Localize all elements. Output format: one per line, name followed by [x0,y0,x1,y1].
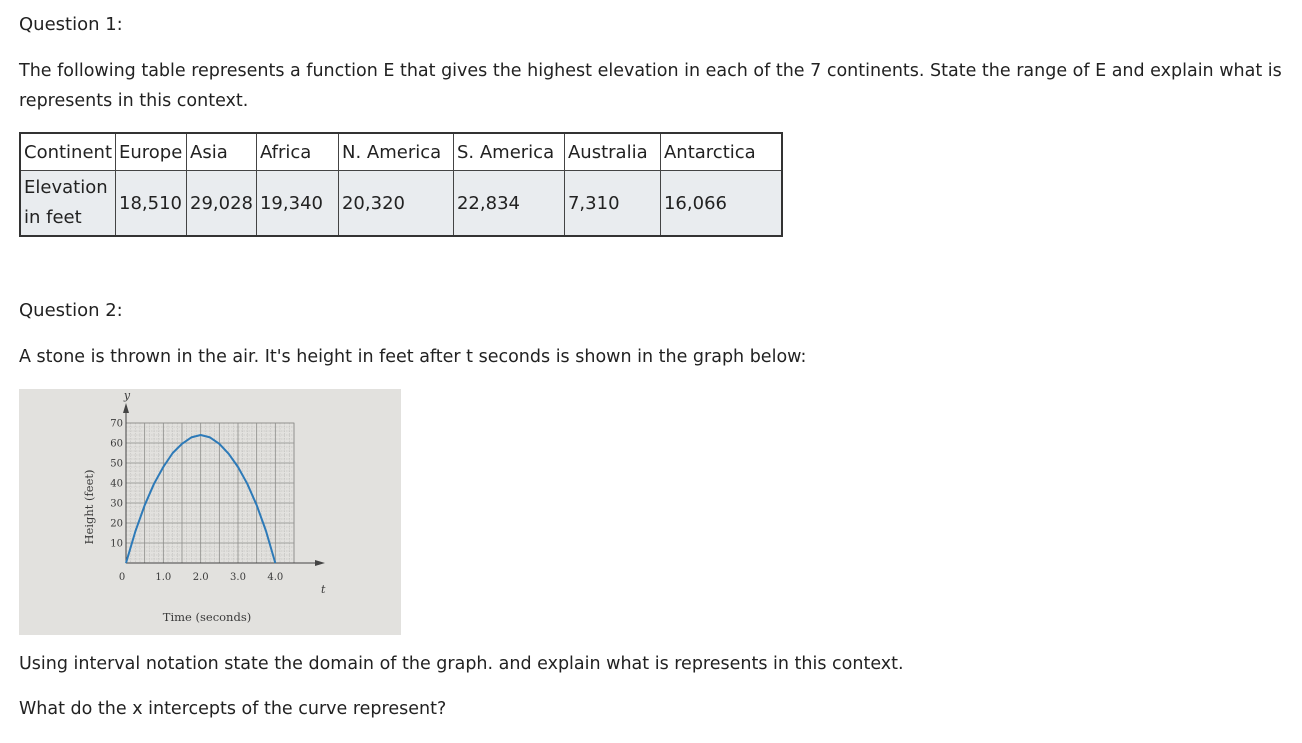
y-tick-label: 30 [110,498,123,510]
header-cell-antarctica: Antarctica [660,133,782,171]
y-tick-label: 60 [110,438,123,450]
header-cell-africa: Africa [256,133,338,171]
value-cell-europe: 18,510 [116,171,187,237]
question-2-heading: Question 2: [19,300,123,321]
origin-label: 0 [118,572,126,583]
value-cell-antarctica: 16,066 [660,171,782,237]
question-2-intercepts-question: What do the x intercepts of the curve represent? [19,699,447,719]
question-1-prompt [19,56,1289,116]
header-cell-australia: Australia [564,133,660,171]
y-tick-label: 70 [110,418,123,430]
x-tick-label: 4.0 [267,572,284,583]
value-cell-asia: 29,028 [187,171,257,237]
row-label-line2: in feet [24,207,82,228]
y-tick-label: 20 [110,518,123,530]
x-axis-label: Time (seconds) [162,610,252,624]
value-cell-australia: 7,310 [564,171,660,237]
x-tick-label: 3.0 [230,572,246,583]
elevation-table [19,132,783,237]
y-tick-label: 40 [110,478,123,490]
header-cell-continent: Continent [20,133,116,171]
x-tick-label: 1.0 [155,572,172,583]
question-1-prompt-line2: represents in this context. [19,91,249,111]
graph-photo [19,389,401,635]
header-cell-s-america: S. America [453,133,564,171]
y-axis-name: y [123,389,131,402]
y-tick-label: 10 [110,538,123,550]
header-cell-europe: Europe [116,133,187,171]
row-label-cell [20,171,116,237]
row-label-line1: Elevation [24,177,108,198]
y-axis-label: Height (feet) [82,469,96,545]
value-cell-africa: 19,340 [256,171,338,237]
value-cell-s-america: 22,834 [453,171,564,237]
header-cell-asia: Asia [187,133,257,171]
table-header-row [20,133,782,171]
question-1-prompt-line1: The following table represents a function E that gives the highest elevation in each of the 7 continents. State the range of E and explain what is [19,61,1282,81]
question-2-domain-question: Using interval notation state the domain of the graph. and explain what is represents in this context. [19,654,904,674]
y-tick-label: 50 [110,458,123,470]
height-time-chart [19,389,401,635]
x-tick-label: 2.0 [192,572,209,583]
question-2-prompt: A stone is thrown in the air. It's height in feet after t seconds is shown in the graph below: [19,347,807,367]
question-1-heading: Question 1: [19,14,123,35]
value-cell-n-america: 20,320 [338,171,453,237]
header-cell-n-america: N. America [338,133,453,171]
x-axis-name: t [321,583,326,596]
table-row [20,171,782,237]
